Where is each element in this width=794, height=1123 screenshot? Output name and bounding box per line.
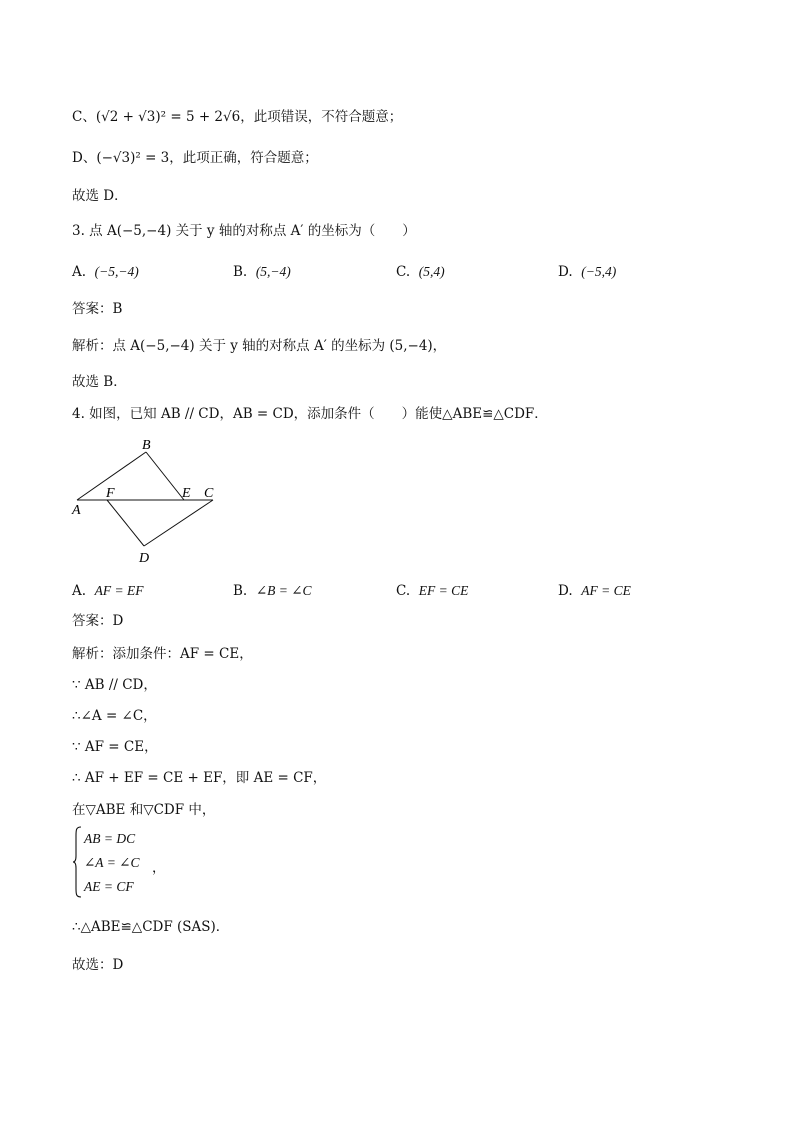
option-label: A. [72, 583, 87, 599]
q4-option-d [558, 582, 631, 600]
system-row-1: AB = DC [84, 831, 136, 846]
q3-option-c [396, 263, 445, 281]
option-d-verdict: D、(−√3)² = 3，此项正确，符合题意； [72, 150, 318, 166]
option-value: EF = CE [418, 583, 469, 598]
q3-conclusion: 故选 B． [72, 374, 127, 390]
proof-step-2: ∴∠A = ∠C， [72, 708, 157, 724]
left-brace-icon [72, 826, 82, 898]
point-label-a: A [72, 503, 81, 518]
system-row-3: AE = CF [84, 879, 134, 894]
option-label: B. [233, 583, 248, 599]
option-value: (5,−4) [255, 264, 291, 279]
q3-stem: 3. 点 A(−5,−4) 关于 y 轴的对称点 A′ 的坐标为（ ） [72, 223, 416, 239]
option-label: D. [558, 264, 573, 280]
segment-be [146, 452, 184, 500]
option-value: (5,4) [418, 264, 445, 279]
option-label: C. [396, 264, 411, 280]
q3-option-b [233, 263, 291, 281]
system-comma: ， [152, 860, 166, 876]
q4-analysis: 解析：添加条件：AF = CE， [72, 646, 253, 662]
q4-option-b [233, 582, 312, 600]
proof-step-5: 在▽ABE 和▽CDF 中， [72, 802, 216, 818]
proof-step-4: ∴ AF + EF = CE + EF，即 AE = CF， [72, 770, 327, 786]
point-label-d: D [139, 551, 150, 566]
option-value: AF = EF [94, 583, 144, 598]
q4-conclusion: 故选：D [72, 957, 124, 973]
q3-answer: 答案：B [72, 301, 123, 317]
q3-option-a [72, 263, 139, 281]
proof-conclusion: ∴△ABE≌△CDF (SAS)． [72, 919, 230, 935]
geometry-figure [68, 434, 228, 570]
point-label-c: C [204, 486, 214, 501]
q4-option-a [72, 582, 144, 600]
option-label: A. [72, 264, 87, 280]
equation-system [72, 826, 272, 898]
option-value: (−5,−4) [94, 264, 139, 279]
option-label: C. [396, 583, 411, 599]
segment-dc [144, 500, 213, 546]
q4-stem: 4. 如图，已知 AB // CD，AB = CD，添加条件（ ）能使△ABE≌△CDF． [72, 406, 548, 422]
option-label: B. [233, 264, 248, 280]
segment-fd [107, 500, 144, 546]
q3-option-d [558, 263, 616, 281]
q4-answer: 答案：D [72, 613, 124, 629]
system-row-2: ∠A = ∠C [84, 855, 140, 870]
option-value: (−5,4) [581, 264, 617, 279]
option-label: D. [558, 583, 573, 599]
proof-step-1: ∵ AB // CD， [72, 677, 157, 693]
point-label-f: F [106, 486, 115, 501]
option-value: AF = CE [581, 583, 631, 598]
option-c-verdict: C、(√2 + √3)² = 5 + 2√6，此项错误，不符合题意； [72, 109, 403, 125]
proof-step-3: ∵ AF = CE， [72, 739, 158, 755]
option-value: ∠B = ∠C [255, 583, 312, 598]
q3-analysis: 解析：点 A(−5,−4) 关于 y 轴的对称点 A′ 的坐标为 (5,−4)， [72, 338, 447, 354]
q4-option-c [396, 582, 468, 600]
point-label-b: B [142, 438, 151, 453]
q2-conclusion: 故选 D． [72, 188, 128, 204]
point-label-e: E [182, 486, 191, 501]
